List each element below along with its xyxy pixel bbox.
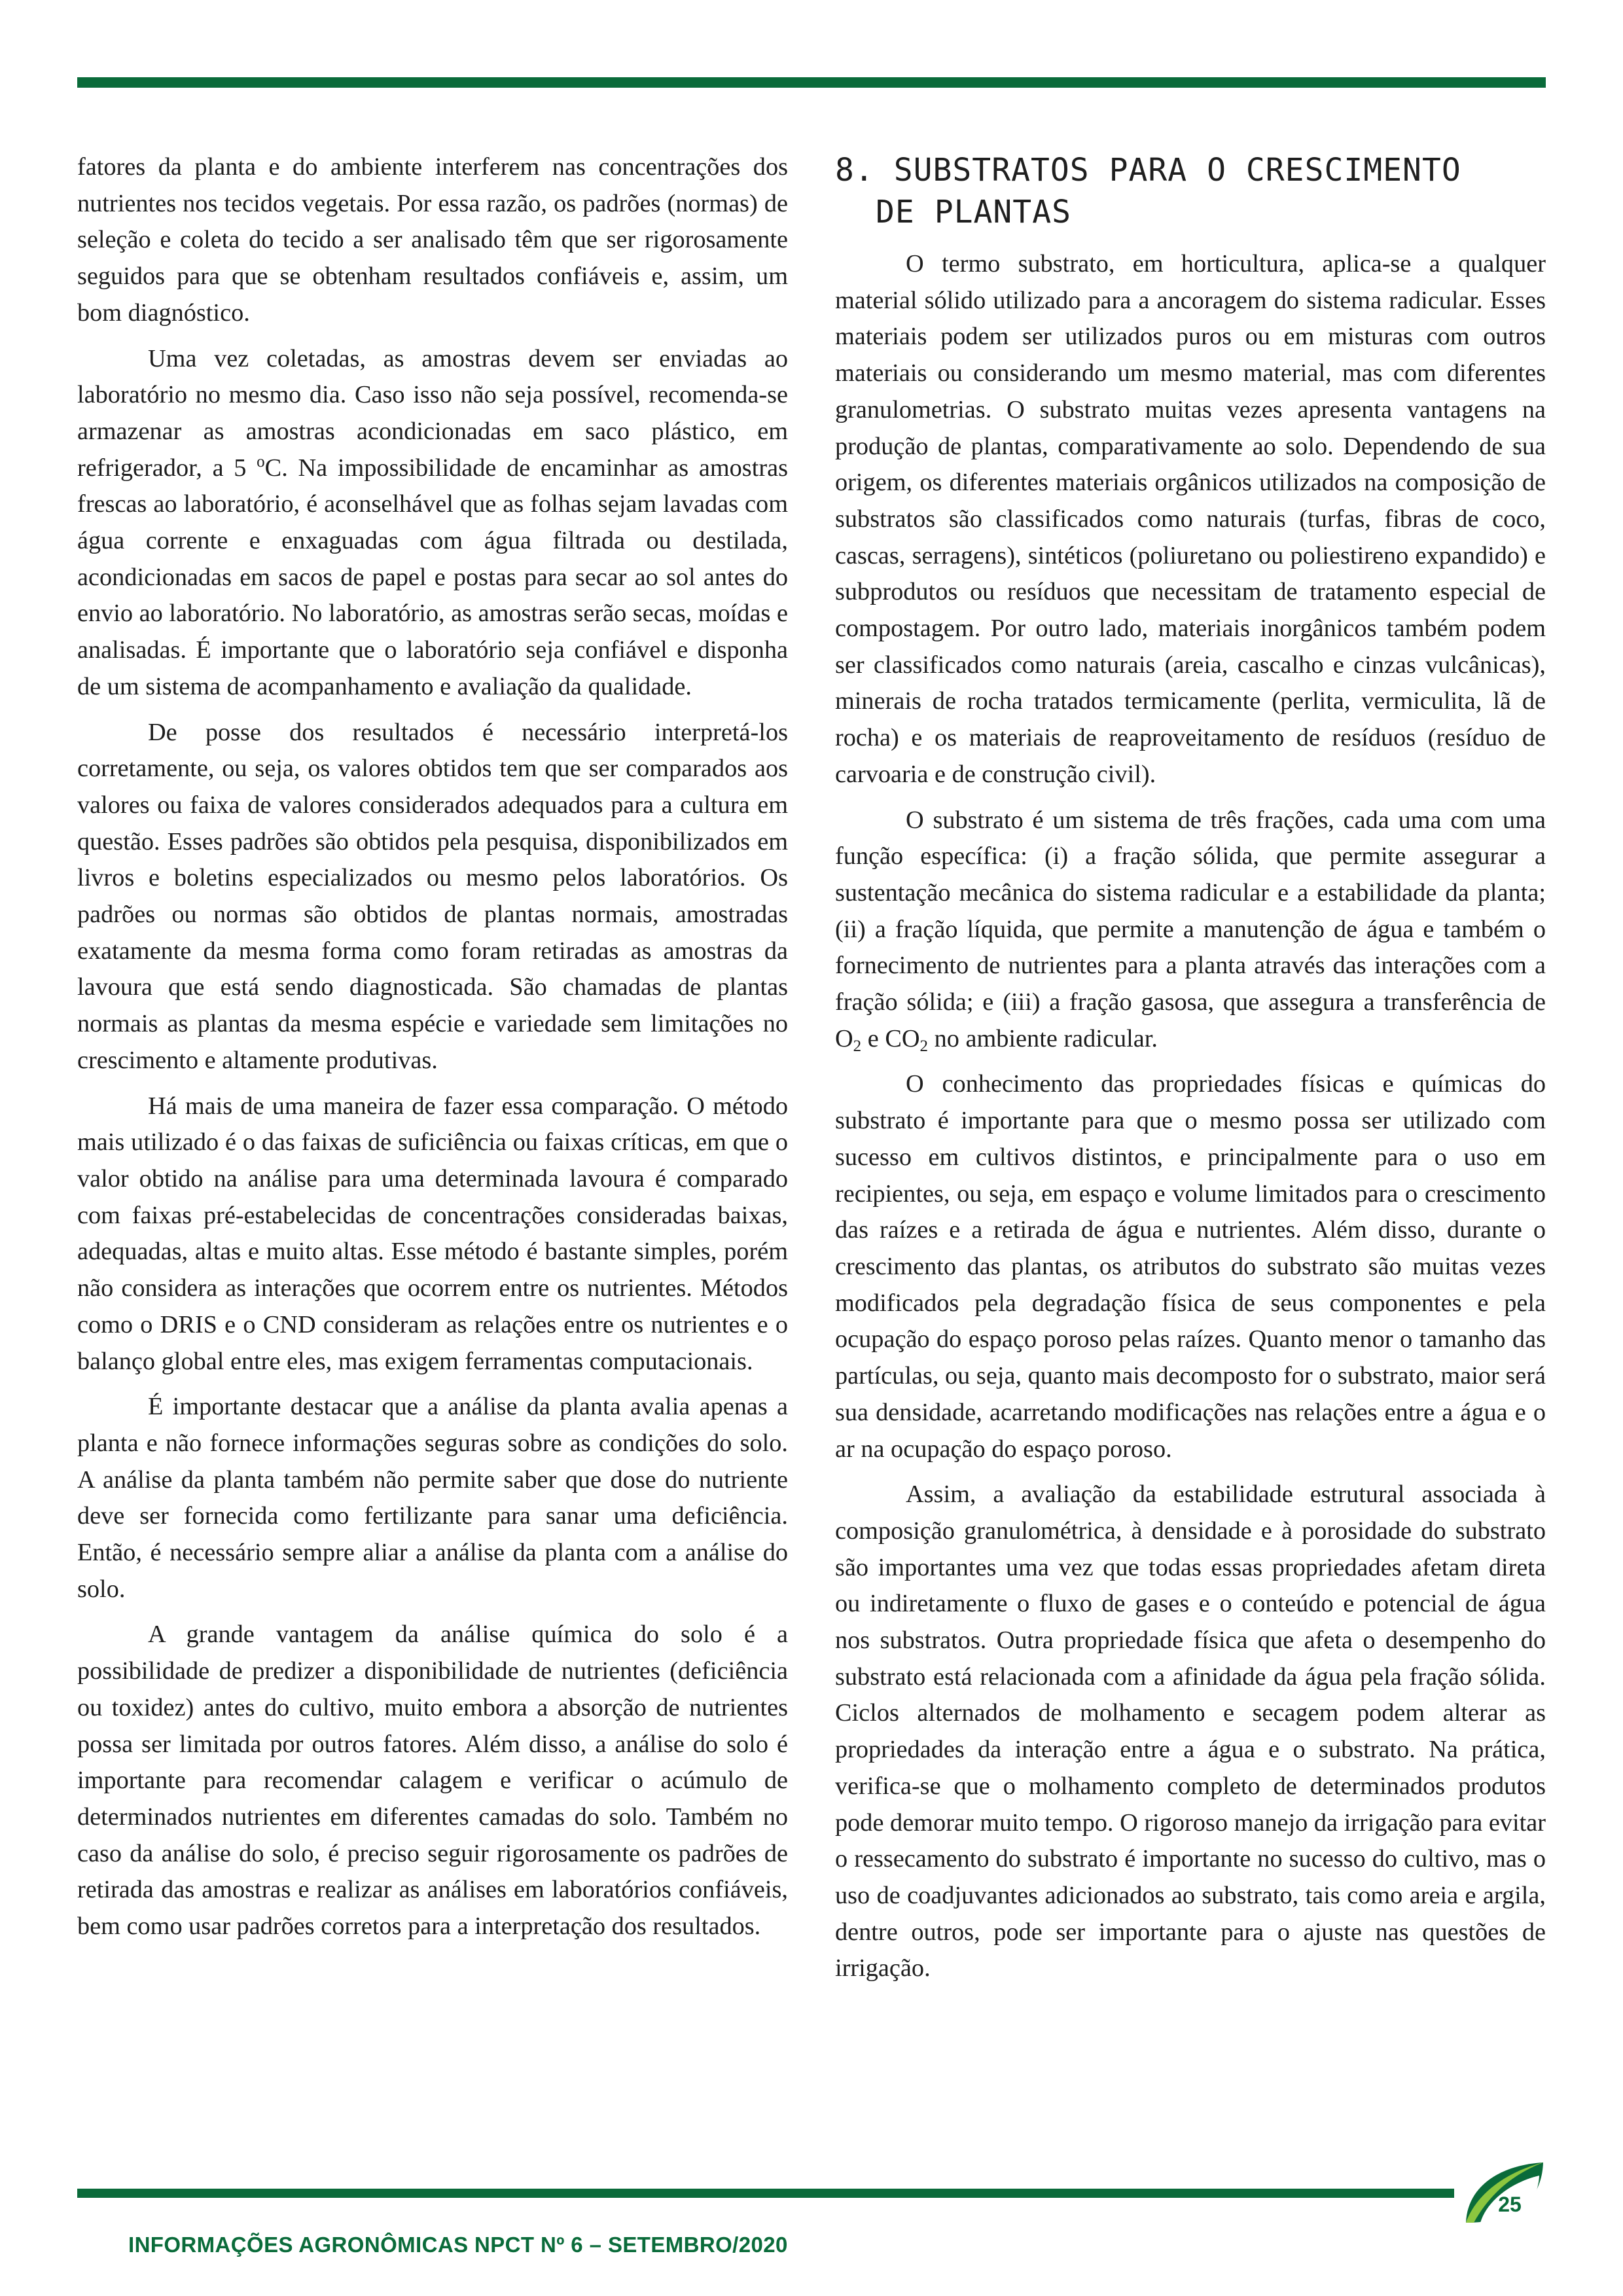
body-paragraph: É importante destacar que a análise da planta avalia apenas a planta e não fornece informações seguras sobre as condições do solo. A análise da planta também não permite saber que dose do nutriente deve ser fornecida como fertilizante para sanar uma deficiência. Então, é necessário sempre aliar a análise da planta com a análise do solo.	[77, 1393, 788, 1603]
subscript: 2	[919, 1037, 929, 1055]
body-paragraph: Há mais de uma maneira de fazer essa comparação. O método mais utilizado é o das faixas de suficiência ou faixas críticas, em que o valor obtido na análise para uma determinada lavoura é comparado com faixas pré-estabelecidas de concentrações consideradas baixas, adequadas, altas e muito altas. Esse método é bastante simples, porém não considera as interações que ocorrem entre os nutrientes. Métodos como o DRIS e o CND consideram as relações entre os nutrientes e o balanço global entre eles, mas exigem ferramentas computacionais.	[77, 1092, 788, 1375]
body-paragraph: fatores da planta e do ambiente interferem nas concentrações dos nutrientes nos tecidos vegetais. Por essa razão, os padrões (normas) de seleção e coleta do tecido a ser analisado têm que ser rigorosamente seguidos para que se obtenham resultados confiáveis e, assim, um bom diagnóstico.	[77, 153, 788, 327]
body-paragraph: Assim, a avaliação da estabilidade estrutural associada à composição granulométrica, à densidade e à porosidade do substrato são importantes uma vez que todas essas propriedades afetam direta ou indiretamente o fluxo de gases e o conteúdo e potencial de água nos substratos. Outra propriedade física que afeta o desempenho do substrato está relacionada com a afinidade da água pela fração sólida. Ciclos alternados de molhamento e secagem podem alterar as propriedades da interação entre a água e o substrato. Na prática, verifica-se que o molhamento completo de determinados produtos pode demorar muito tempo. O rigoroso manejo da irrigação para evitar o ressecamento do substrato é importante no sucesso do cultivo, mas o uso de coadjuvantes adicionados ao substrato, tais como areia e argila, dentre outros, pode ser importante para o ajuste nas questões de irrigação.	[835, 1480, 1546, 1982]
subscript: 2	[853, 1037, 862, 1055]
page-number: 25	[1498, 2193, 1522, 2216]
section-heading-line: 8. SUBSTRATOS PARA O CRESCIMENTO	[835, 152, 1461, 188]
right-column	[835, 149, 1546, 1996]
body-paragraph	[77, 341, 788, 706]
paragraph-text: no ambiente radicular.	[928, 1024, 1158, 1052]
footer-rule	[77, 2189, 1454, 2198]
section-heading-line: DE PLANTAS	[876, 194, 1071, 230]
footer-publication: INFORMAÇÕES AGRONÔMICAS NPCT Nº 6 – SETEMBRO/2020	[128, 2233, 788, 2257]
header-rule	[77, 77, 1546, 88]
degree-superscript: o	[257, 452, 265, 471]
body-paragraph: De posse dos resultados é necessário interpretá-los corretamente, ou seja, os valores obtidos tem que ser comparados aos valores ou faixa de valores considerados adequados para a cultura em questão. Esses padrões são obtidos pela pesquisa, disponibilizados em livros e boletins especializados ou mesmo pelos laboratórios. Os padrões ou normas são obtidos de plantas normais, amostradas exatamente da mesma forma como foram retiradas as amostras da lavoura que está sendo diagnosticada. São chamadas de plantas normais as plantas da mesma espécie e variedade sem limitações no crescimento e altamente produtivas.	[77, 718, 788, 1074]
paragraph-text: e CO	[861, 1024, 920, 1052]
body-paragraph: O conhecimento das propriedades físicas e químicas do substrato é importante para que o mesmo possa ser utilizado com sucesso em cultivos distintos, e principalmente para o uso em recipientes, ou seja, em espaço e volume limitados para o crescimento das raízes e a retirada de água e nutrientes. Além disso, durante o crescimento das plantas, os atributos do substrato são muitas vezes modificados pela degradação física de seus componentes e pela ocupação do espaço poroso pelas raízes. Quanto menor o tamanho das partículas, ou seja, quanto mais decomposto for o substrato, maior será sua densidade, acarretando modificações nas relações entre a água e o ar na ocupação do espaço poroso.	[835, 1070, 1546, 1463]
body-paragraph: O termo substrato, em horticultura, aplica-se a qualquer material sólido utilizado para a ancoragem do sistema radicular. Esses materiais podem ser utilizados puros ou em misturas com outros materiais ou considerando um mesmo material, mas com diferentes granulometrias. O substrato muitas vezes apresenta vantagens na produção de plantas, comparativamente ao solo. Dependendo de sua origem, os diferentes materiais orgânicos utilizados na composição de substratos são classificados como naturais (turfas, fibras de coco, cascas, serragens), sintéticos (poliuretano ou poliestireno expandido) e subprodutos ou resíduos que necessitam de tratamento especial de compostagem. Por outro lado, materiais inorgânicos também podem ser classificados como naturais (areia, cascalho e cinzas vulcânicas), minerais de rocha tratados termicamente (perlita, vermiculita, lã de rocha) e os materiais de reaproveitamento de resíduos (resíduo de carvoaria e de construção civil).	[835, 250, 1546, 788]
paragraph-text: O substrato é um sistema de três frações, cada uma com uma função específica: (i) a fração sólida, que permite assegurar a sustentação mecânica do sistema radicular e a estabilidade da planta; (ii) a fração líquida, que permite a manutenção de água e também o fornecimento de nutrientes para a planta através das interações com a fração sólida; e (iii) a fração gasosa, que assegura a transferência de O	[835, 806, 1546, 1052]
body-paragraph: A grande vantagem da análise química do solo é a possibilidade de predizer a disponibilidade de nutrientes (deficiência ou toxidez) antes do cultivo, muito embora a absorção de nutrientes possa ser limitada por outros fatores. Além disso, a análise do solo é importante para recomendar calagem e verificar o acúmulo de determinados nutrientes em diferentes camadas do solo. Também no caso da análise do solo, é preciso seguir rigorosamente os padrões de retirada das amostras e realizar as análises em laboratórios confiáveis, bem como usar padrões corretos para a interpretação dos resultados.	[77, 1621, 788, 1941]
paragraph-text: Uma vez coletadas, as amostras devem ser enviadas ao laboratório no mesmo dia. Caso isso não seja possível, recomenda-se armazenar as amostras acondicionadas em saco plástico, em refrigerador, a 5	[77, 344, 788, 482]
section-heading	[835, 149, 1546, 233]
body-paragraph	[835, 802, 1546, 1058]
paragraph-text: C. Na impossibilidade de encaminhar as amostras frescas ao laboratório, é aconselhável que as folhas sejam lavadas com água corrente e enxaguadas com água filtrada ou destilada, acondicionadas em sacos de papel e postas para secar ao sol antes do envio ao laboratório. No laboratório, as amostras serão secas, moídas e analisadas. É importante que o laboratório seja confiável e disponha de um sistema de acompanhamento e avaliação da qualidade.	[77, 454, 788, 700]
left-column	[77, 149, 788, 1954]
